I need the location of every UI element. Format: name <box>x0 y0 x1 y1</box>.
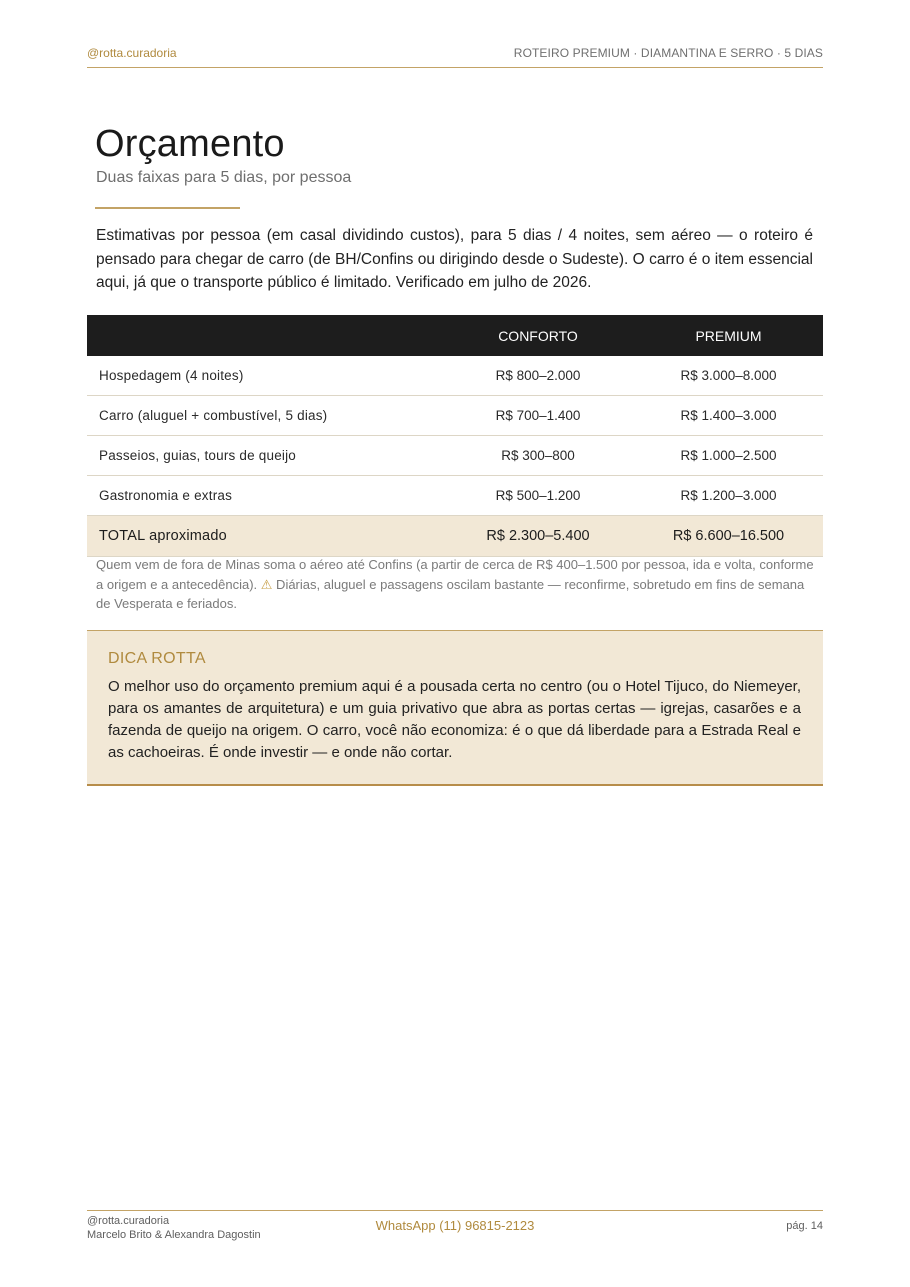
table-header-premium: PREMIUM <box>634 315 823 356</box>
table-row <box>87 396 823 436</box>
header-document-title: ROTEIRO PREMIUM · DIAMANTINA E SERRO · 5 DIAS <box>513 46 823 60</box>
row-label: Carro (aluguel + combustível, 5 dias) <box>87 396 442 436</box>
table-row <box>87 436 823 476</box>
budget-note <box>96 555 816 614</box>
row-label: Passeios, guias, tours de queijo <box>87 436 442 476</box>
tip-title: DICA ROTTA <box>108 650 206 667</box>
footer-handle: @rotta.curadoria <box>87 1215 170 1227</box>
row-conforto: R$ 800–2.000 <box>442 356 634 396</box>
table-total-row <box>87 516 823 557</box>
table-header-label <box>87 315 442 356</box>
row-label: Gastronomia e extras <box>87 476 442 516</box>
row-premium: R$ 1.000–2.500 <box>634 436 823 476</box>
table-row <box>87 476 823 516</box>
page-header <box>87 46 823 68</box>
row-premium: R$ 3.000–8.000 <box>634 356 823 396</box>
tip-body: O melhor uso do orçamento premium aqui é a pousada certa no centro (ou o Hotel Tijuco, do Niemeyer, para os amantes de arquitetura) e um guia privativo que abra as portas certas — igrejas, casarões e a fazenda de queijo na origem. O carro, você não economiza: é o que dá liberdade para a Estrada Real e as cachoeiras. É onde investir — e onde não cortar. <box>108 678 801 761</box>
table-row <box>87 356 823 396</box>
footer-authors: Marcelo Brito & Alexandra Dagostin <box>87 1229 261 1241</box>
total-conforto: R$ 2.300–5.400 <box>442 516 634 557</box>
total-label: TOTAL aproximado <box>87 516 442 557</box>
header-brand: @rotta.curadoria <box>87 46 177 60</box>
footer-whatsapp: WhatsApp (11) 96815-2123 <box>375 1218 535 1233</box>
page-footer <box>87 1210 823 1246</box>
total-premium: R$ 6.600–16.500 <box>634 516 823 557</box>
row-conforto: R$ 500–1.200 <box>442 476 634 516</box>
row-conforto: R$ 300–800 <box>442 436 634 476</box>
budget-table <box>87 315 823 557</box>
note-text-before: Quem vem de fora de Minas soma o aéreo até Confins (a partir de cerca de R$ 400–1.500 por pessoa, ida e volta, conforme a origem e a antecedência). <box>96 557 814 592</box>
page-title: Orçamento <box>95 123 285 165</box>
row-premium: R$ 1.400–3.000 <box>634 396 823 436</box>
page-number: pág. 14 <box>786 1220 823 1232</box>
row-premium: R$ 1.200–3.000 <box>634 476 823 516</box>
intro-paragraph: Estimativas por pessoa (em casal dividindo custos), para 5 dias / 4 noites, sem aéreo — o roteiro é pensado para chegar de carro (de BH/Confins ou dirigindo desde o Sudeste). O carro é o item essencial aqui, já que o transporte público é limitado. Verificado em julho de 2026. <box>96 227 813 291</box>
page-subtitle: Duas faixas para 5 dias, por pessoa <box>96 169 352 186</box>
row-label: Hospedagem (4 noites) <box>87 356 442 396</box>
tip-box <box>87 630 823 786</box>
title-divider <box>95 207 240 209</box>
table-header-conforto: CONFORTO <box>442 315 634 356</box>
warning-icon: ⚠ <box>260 576 273 592</box>
table-header-row <box>87 315 823 356</box>
row-conforto: R$ 700–1.400 <box>442 396 634 436</box>
note-text-after: Diárias, aluguel e passagens oscilam bastante — reconfirme, sobretudo em fins de semana de Vesperata e feriados. <box>96 576 805 611</box>
